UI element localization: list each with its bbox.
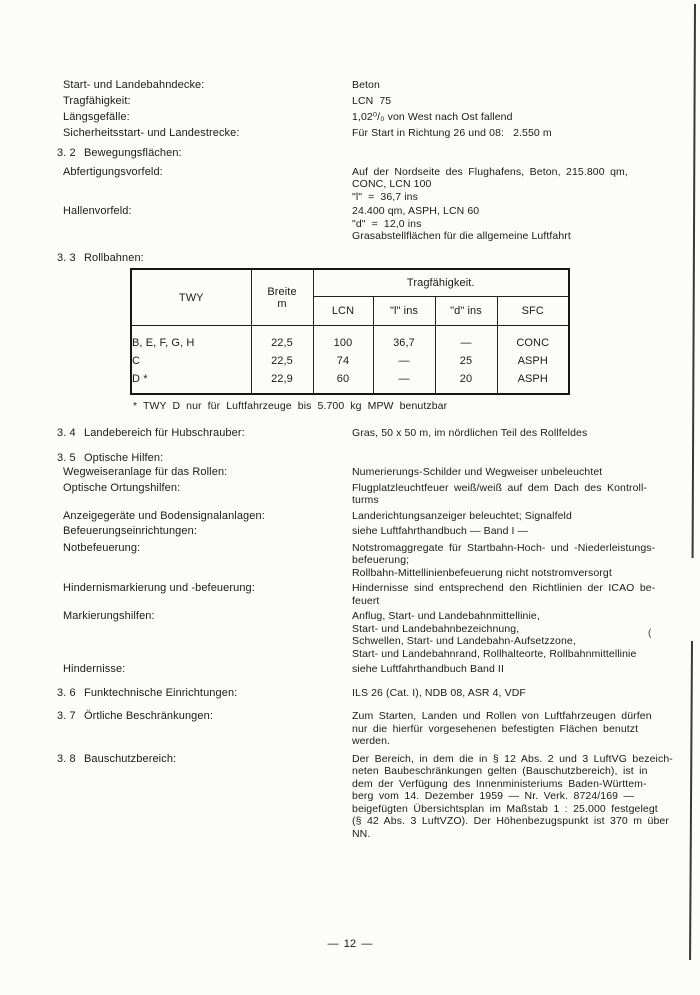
- section-heading-3-3: [57, 252, 700, 265]
- text-line: 24.400 qm, ASPH, LCN 60: [352, 205, 480, 217]
- section-title: Bewegungsflächen:: [84, 147, 182, 159]
- field-label: Sicherheitsstart- und Landestrecke:: [63, 127, 240, 139]
- section-heading-3-6: [57, 687, 700, 700]
- field-value: [352, 482, 652, 507]
- field-label: Anzeigegeräte und Bodensignalanlagen:: [63, 509, 265, 522]
- section-heading-3-2: [57, 147, 700, 160]
- text-line: Schwellen, Start- und Landebahn-Aufsetzzone,: [352, 635, 576, 647]
- text-line: werden.: [352, 735, 391, 747]
- text-line: ILS 26 (Cat. I), NDB 08, ASR 4, VDF: [352, 686, 526, 699]
- section-heading-3-7: [57, 710, 700, 748]
- cell-breite: 22,5: [251, 326, 313, 353]
- section-number: 3. 2: [57, 147, 76, 159]
- taxiway-table: [130, 268, 570, 395]
- section-value: [352, 752, 673, 841]
- section-number: 3. 8: [57, 752, 76, 765]
- text-line: Auf der Nordseite des Flughafens, Beton, 215.800 qm,: [352, 165, 628, 178]
- cell-lcn: 74: [313, 352, 373, 370]
- text-line: Numerierungs-Schilder und Wegweiser unbeleuchtet: [352, 466, 603, 478]
- field-row: [63, 482, 700, 507]
- cell-sfc: ASPH: [497, 370, 569, 394]
- cell-sfc: CONC: [497, 326, 569, 353]
- field-value: Für Start in Richtung 26 und 08: 2.550 m: [352, 127, 552, 139]
- field-label: Hindernisse:: [63, 663, 126, 675]
- col-header-tragfaehigkeit: Tragfähigkeit.: [313, 269, 569, 297]
- field-value: [352, 166, 652, 204]
- field-label: Start- und Landebahndecke:: [63, 79, 205, 91]
- text-line: Start- und Landebahnbezeichnung,: [352, 622, 520, 635]
- section-title: Rollbahnen:: [84, 251, 144, 264]
- table-row: [131, 326, 569, 353]
- cell-breite: 22,5: [251, 352, 313, 370]
- section-heading-3-4: [57, 427, 700, 440]
- text-line: Grasabstellflächen für die allgemeine Luftfahrt: [352, 230, 571, 242]
- field-row: [63, 205, 700, 243]
- text-line: befeuerung;: [352, 554, 410, 566]
- field-label: Wegweiseranlage für das Rollen:: [63, 466, 228, 478]
- col-header-l-ins: "l" ins: [373, 297, 435, 326]
- field-value: [352, 466, 652, 479]
- text-line: NN.: [352, 827, 371, 840]
- field-row: [63, 663, 700, 676]
- field-row: [63, 77, 700, 93]
- cell-d-ins: 20: [435, 370, 497, 394]
- field-row: [63, 466, 700, 479]
- field-label: Hallenvorfeld:: [63, 205, 132, 217]
- text-line: Zum Starten, Landen und Rollen von Luftfahrzeugen dürfen: [352, 710, 652, 722]
- text-line: turms: [352, 494, 379, 506]
- cell-sfc: ASPH: [497, 352, 569, 370]
- table-row: [131, 352, 569, 370]
- table-footnote: * TWY D nur für Luftfahrzeuge bis 5.700 kg MPW benutzbar: [133, 400, 448, 412]
- col-header-sfc: SFC: [497, 297, 569, 326]
- cell-breite: 22,9: [251, 370, 313, 394]
- text-line: CONC, LCN 100: [352, 178, 432, 190]
- col-header-breite: [251, 269, 313, 326]
- table-row: [131, 370, 569, 394]
- text-line: siehe Luftfahrthandbuch — Band I —: [352, 525, 529, 537]
- section-value: [352, 427, 652, 440]
- section-title: Landebereich für Hubschrauber:: [84, 427, 245, 439]
- col-header-breite-line2: m: [277, 297, 287, 310]
- scan-paren-artifact: (: [648, 628, 652, 639]
- field-value: 1,02⁰/₀ von West nach Ost fallend: [352, 111, 513, 123]
- field-row: [63, 582, 700, 607]
- field-value: [352, 205, 652, 243]
- field-label: Befeuerungseinrichtungen:: [63, 525, 197, 537]
- text-line: Landerichtungsanzeiger beleuchtet; Signalfeld: [352, 509, 572, 522]
- section-value: [352, 710, 652, 748]
- section-number: 3. 6: [57, 686, 76, 699]
- field-label: Optische Ortungshilfen:: [63, 481, 181, 494]
- section-title: Bauschutzbereich:: [84, 752, 177, 765]
- text-line: neten Baubeschränkungen gelten (Bauschutzbereich), ist in: [352, 765, 648, 777]
- text-line: beigefügten Übersichtsplan im Maßstab 1 : 25.000 festgelegt: [352, 802, 658, 815]
- section-heading-3-8: [57, 753, 700, 841]
- section-title: Optische Hilfen:: [84, 451, 164, 464]
- text-line: nur die hierfür vorgesehenen befestigten Flächen benutzt: [352, 722, 639, 735]
- field-label: Notbefeuerung:: [63, 541, 141, 554]
- cell-l-ins: —: [373, 352, 435, 370]
- section-number: 3. 7: [57, 710, 76, 722]
- field-row: [63, 542, 700, 580]
- field-value: [352, 663, 652, 676]
- cell-d-ins: 25: [435, 352, 497, 370]
- cell-l-ins: 36,7: [373, 326, 435, 353]
- section-value: [352, 687, 652, 700]
- page-number: — 12 —: [327, 938, 373, 950]
- text-line: "l" = 36,7 ins: [352, 190, 418, 203]
- text-line: Der Bereich, in dem die in § 12 Abs. 2 und 3 LuftVG bezeich-: [352, 752, 673, 765]
- col-header-breite-line1: Breite: [267, 285, 297, 298]
- text-line: berg vom 14. Dezember 1959 — Nr. Verk. 8724/169 —: [352, 790, 635, 802]
- section-heading-3-5: [57, 452, 700, 465]
- field-value: [352, 582, 656, 607]
- field-label: Markierungshilfen:: [63, 610, 155, 622]
- field-label: Hindernismarkierung und -befeuerung:: [63, 582, 255, 594]
- field-row: [63, 93, 700, 109]
- cell-d-ins: —: [435, 326, 497, 353]
- text-line: Rollbahn-Mittellinienbefeuerung nicht notstromversorgt: [352, 566, 612, 579]
- text-line: Start- und Landebahnrand, Rollhalteorte, Rollbahnmittellinie: [352, 647, 637, 660]
- text-line: "d" = 12,0 ins: [352, 217, 422, 230]
- section-number: 3. 4: [57, 427, 76, 439]
- field-value: [352, 525, 652, 538]
- cell-l-ins: —: [373, 370, 435, 394]
- field-row: [63, 109, 700, 125]
- field-label: Tragfähigkeit:: [63, 95, 131, 107]
- text-line: Flugplatzleuchtfeuer weiß/weiß auf dem Dach des Kontroll-: [352, 481, 647, 494]
- field-value: [352, 541, 656, 580]
- field-value: [352, 510, 652, 523]
- field-label: Abfertigungsvorfeld:: [63, 165, 163, 178]
- text-line: Gras, 50 x 50 m, im nördlichen Teil des Rollfeldes: [352, 427, 588, 439]
- field-row: [63, 166, 700, 204]
- text-line: dem der Verfügung des Innenministeriums Baden-Württem-: [352, 777, 647, 790]
- col-header-lcn: LCN: [313, 297, 373, 326]
- field-value: [352, 610, 652, 660]
- section-number: 3. 3: [57, 251, 76, 264]
- col-header-d-ins: "d" ins: [435, 297, 497, 326]
- field-value: LCN 75: [352, 95, 392, 107]
- field-row: [63, 125, 700, 141]
- section-number: 3. 5: [57, 451, 76, 464]
- taxiway-table-wrap: [130, 268, 700, 395]
- field-value: Beton: [352, 79, 380, 91]
- text-line: Hindernisse sind entsprechend den Richtlinien der ICAO be-: [352, 582, 656, 594]
- cell-twy: B, E, F, G, H: [131, 326, 251, 353]
- cell-lcn: 100: [313, 326, 373, 353]
- text-line: siehe Luftfahrthandbuch Band II: [352, 663, 504, 675]
- text-line: feuert: [352, 594, 380, 607]
- field-row: [63, 610, 700, 660]
- section-title: Funktechnische Einrichtungen:: [84, 686, 238, 699]
- text-line: Notstromaggregate für Startbahn-Hoch- und -Niederleistungs-: [352, 541, 656, 554]
- field-row: [63, 510, 700, 523]
- text-line: (§ 42 Abs. 3 LuftVZO). Der Höhenbezugspunkt ist 370 m über: [352, 815, 669, 827]
- col-header-twy: TWY: [131, 269, 251, 326]
- text-line: Anflug, Start- und Landebahnmittellinie,: [352, 610, 540, 622]
- cell-twy: D *: [131, 370, 251, 394]
- field-label: Längsgefälle:: [63, 111, 130, 123]
- section-title: Örtliche Beschränkungen:: [84, 710, 213, 722]
- cell-twy: C: [131, 352, 251, 370]
- cell-lcn: 60: [313, 370, 373, 394]
- field-row: [63, 525, 700, 538]
